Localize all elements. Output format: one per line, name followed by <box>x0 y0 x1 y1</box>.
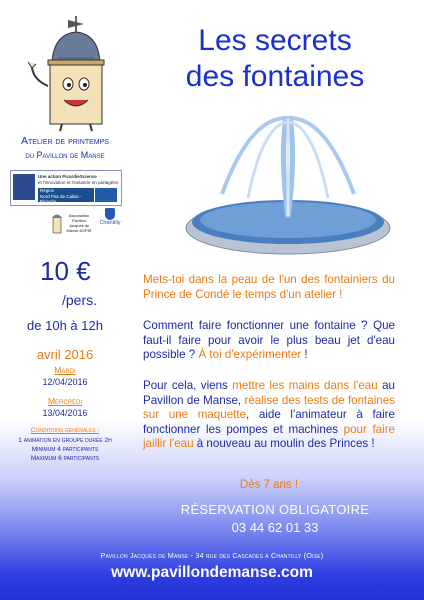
reservation-label: RÉSERVATION OBLIGATOIRE <box>180 502 370 517</box>
schedule-hours: de 10h à 12h <box>27 318 103 333</box>
poster-title-line2: des fontaines <box>185 60 365 93</box>
mascot-illustration <box>18 14 118 132</box>
price-amount: 10 € <box>40 256 91 286</box>
address-line: Pavillon Jacques de Manse - 34 rue des Cascades à Chantilly (Oise) <box>100 551 324 560</box>
age-label: Dès 7 ans ! <box>239 479 299 491</box>
body-paragraph: Pour cela, viens mettre les mains dans l'eau au Pavillon de Manse, réalise des tests de fontaines sur une maquette, aide l'animateur à faire fonctionner les pompes et machines pour faire jaillir l'eau à nouveau au moulin des Princes ! <box>143 379 395 451</box>
question-paragraph: Comment faire fonctionner une fontaine ? Que faut-il faire pour avoir le plus beau jet d'eau possible ? À toi d'expérimenter ! <box>143 319 395 362</box>
conditions-line1: 1 animation en groupe durée 2h <box>18 437 112 444</box>
date-day-2: Mercredi <box>47 396 83 406</box>
date-value-2: 13/04/2016 <box>42 408 88 418</box>
conditions-line2: Minimum 4 participants <box>31 446 99 453</box>
conditions-line3: Maximum 6 participants <box>30 455 100 462</box>
date-value-1: 12/04/2016 <box>42 377 88 387</box>
fountain-illustration <box>170 98 410 258</box>
association-logo: Association Pavillon Jacques de Manse ASPIR <box>50 209 96 239</box>
chantilly-logo: Chantilly <box>94 208 126 238</box>
picardie-science-logo: Une action PicardieScience et l'innovation et l'industrie en partagées Région Nord Pas de Calais - Picardie <box>10 170 122 206</box>
conditions-title: Conditions générales : <box>30 427 100 434</box>
poster-title-line1: Les secrets <box>198 24 352 57</box>
question-highlight: À toi d'expérimenter <box>198 348 302 362</box>
intro-paragraph: Mets-toi dans la peau de l'un des fontainiers du Prince de Condé le temps d'un atelier ! <box>143 273 395 301</box>
date-day-1: Mardi <box>54 365 76 375</box>
atelier-line2: du Pavillon de Manse <box>25 150 105 160</box>
website-link[interactable]: www.pavillondemanse.com <box>111 564 313 581</box>
reservation-phone[interactable]: 03 44 62 01 33 <box>231 520 319 535</box>
schedule-month: avril 2016 <box>36 347 94 362</box>
atelier-line1: Atelier de printemps <box>21 135 109 147</box>
price-unit: /pers. <box>62 292 98 308</box>
